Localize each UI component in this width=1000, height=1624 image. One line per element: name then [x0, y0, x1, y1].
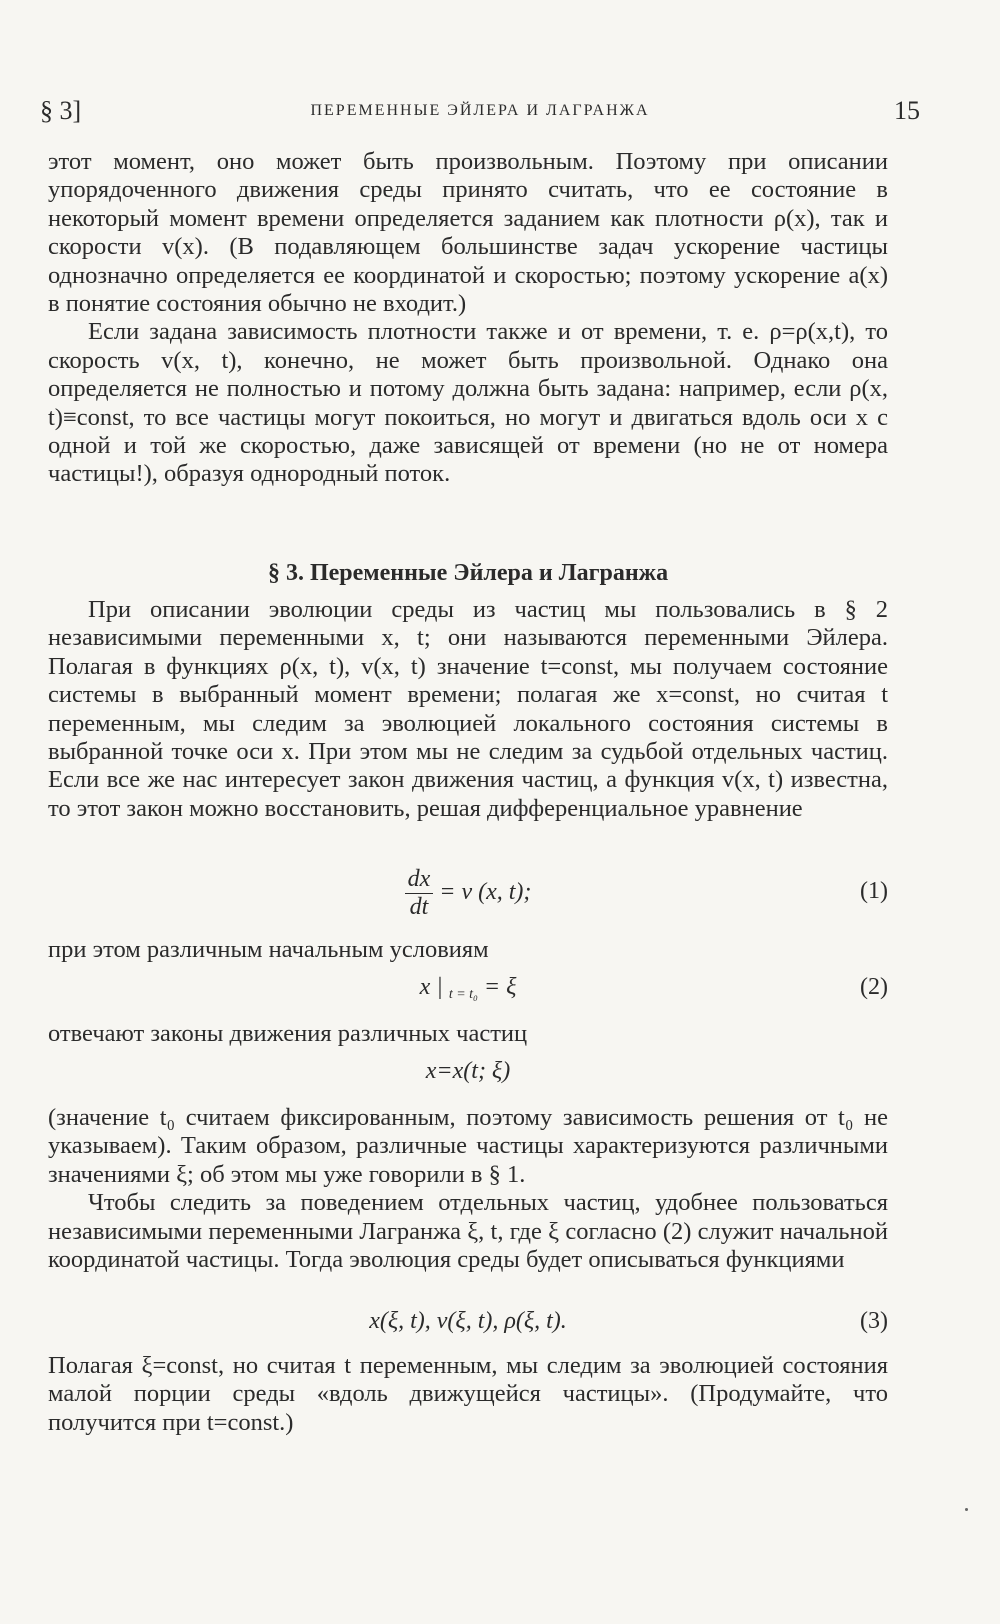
- equation-2-number: (2): [860, 974, 888, 1000]
- equation-3-expr: x(ξ, t), v(ξ, t), ρ(ξ, t).: [369, 1308, 567, 1334]
- header-title: ПЕРЕМЕННЫЕ ЭЙЛЕРА И ЛАГРАНЖА: [310, 102, 650, 119]
- equation-1-rhs: = v (x, t);: [439, 879, 532, 906]
- equation-3-number: (3): [860, 1308, 888, 1334]
- print-speck: [965, 1508, 968, 1511]
- section-heading: § 3. Переменные Эйлера и Лагранжа: [267, 560, 669, 586]
- header-section: § 3]: [40, 96, 82, 125]
- paragraph-6: (значение t₀ считаем фиксированным, поэтому зависимость решения от t₀ не указываем). Таким образом, различные частицы характеризуются различными значениями ξ; об этом мы уже говорили в § 1.: [48, 1104, 888, 1188]
- running-header: [40, 96, 920, 130]
- equation-1: [48, 866, 888, 920]
- paragraph-7: Чтобы следить за поведением отдельных частиц, удобнее пользоваться независимыми переменными Лагранжа ξ, t, где ξ согласно (2) служит начальной координатой частицы. Тогда эволюция среды будет описываться функциями: [48, 1189, 888, 1274]
- paragraph-3: При описании эволюции среды из частиц мы пользовались в § 2 независимыми переменными x, t; они называются переменными Эйлера. Полагая в функциях ρ(x, t), v(x, t) значение t=const, мы получаем состояние системы в выбранный момент времени; полагая же x=const, но считая t переменным, мы следим за эволюцией локального состояния системы в выбранной точке оси x. При этом мы не следим за судьбой отдельных частиц. Если все же нас интересует закон движения частиц, а функция v(x, t) известна, то этот закон можно восстановить, решая дифференциальное уравнение: [48, 596, 888, 822]
- equation-2-lhs: x |: [419, 974, 443, 1000]
- derivative-fraction: [405, 866, 434, 921]
- fraction-numerator: dx: [405, 866, 434, 894]
- equation-2-rhs: = ξ: [483, 974, 517, 1000]
- motion-law: x=x(t; ξ): [425, 1058, 511, 1084]
- block-para4: [48, 936, 888, 964]
- paragraph-4: при этом различным начальным условиям: [48, 936, 489, 963]
- lower-block: [48, 1104, 888, 1274]
- paragraph-1: этот момент, оно может быть произвольным. Поэтому при описании упорядоченного движения среды принято считать, что ее состояние в некоторый момент времени определяется заданием как плотности ρ(x), так и скорости v(x). (В подавляющем большинстве задач ускорение частицы однозначно определяется ее координатой и скоростью; поэтому ускорение a(x) в понятие состояния обычно не входит.): [48, 148, 888, 318]
- page-number: 15: [894, 96, 920, 125]
- equation-2-subscript: t = t₀: [448, 987, 478, 1002]
- equation-1-number: (1): [860, 878, 888, 904]
- top-block: [48, 148, 888, 489]
- section-intro: [48, 596, 888, 823]
- paragraph-5: отвечают законы движения различных частиц: [48, 1020, 528, 1047]
- block-para8: [48, 1352, 888, 1437]
- paragraph-2: Если задана зависимость плотности также и от времени, т. е. ρ=ρ(x,t), то скорость v(x, t), конечно, не может быть произвольной. Однако она определяется не полностью и потому должна быть задана: например, если ρ(x, t)≡const, то все частицы могут покоиться, но могут и двигаться вдоль оси x с одной и той же скоростью, даже зависящей от времени (но не от номера частицы!), образуя однородный поток.: [48, 318, 888, 488]
- paragraph-8: Полагая ξ=const, но считая t переменным, мы следим за эволюцией состояния малой порции среды «вдоль движущейся частицы». (Продумайте, что получится при t=const.): [48, 1352, 888, 1436]
- equation-unnumbered: [48, 1058, 888, 1108]
- fraction-denominator: dt: [409, 894, 429, 920]
- equation-2: [48, 974, 888, 1024]
- block-para5: [48, 1020, 888, 1048]
- equation-3: [48, 1308, 888, 1358]
